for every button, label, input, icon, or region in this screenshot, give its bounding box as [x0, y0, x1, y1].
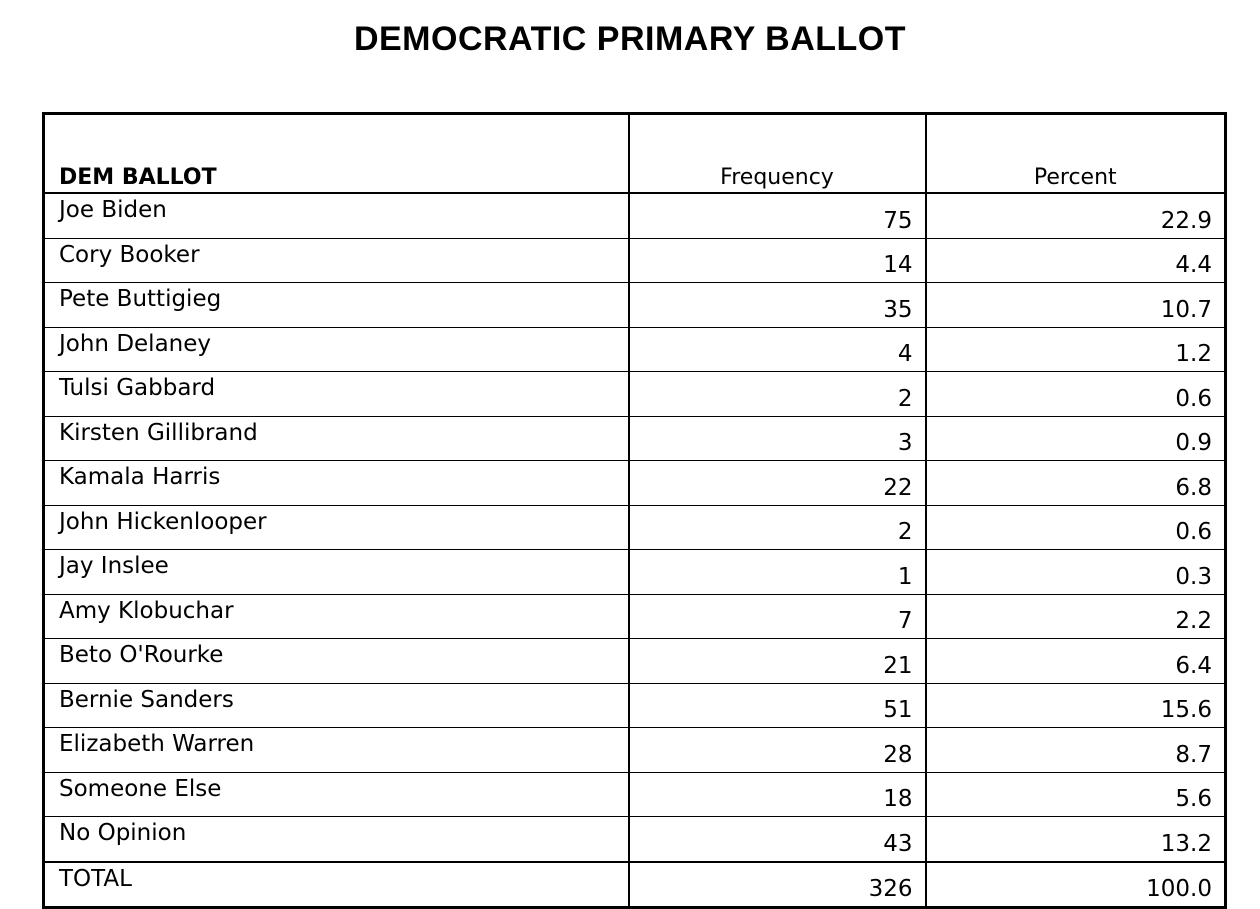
frequency-cell: 75 — [629, 193, 926, 238]
column-header-percent: Percent — [926, 114, 1226, 194]
header-row — [44, 114, 1226, 194]
table-body — [44, 193, 1226, 908]
frequency-cell: 22 — [629, 461, 926, 506]
frequency-cell: 3 — [629, 416, 926, 461]
candidate-name: John Delaney — [44, 327, 629, 372]
frequency-cell: 35 — [629, 283, 926, 328]
table-row — [44, 728, 1226, 773]
ballot-table — [42, 112, 1227, 909]
percent-cell: 5.6 — [926, 772, 1226, 817]
frequency-cell: 1 — [629, 550, 926, 595]
table-row — [44, 416, 1226, 461]
table-row — [44, 817, 1226, 862]
candidate-name: Joe Biden — [44, 193, 629, 238]
percent-cell: 0.6 — [926, 372, 1226, 417]
candidate-name: No Opinion — [44, 817, 629, 862]
page-title: DEMOCRATIC PRIMARY BALLOT — [353, 20, 907, 58]
candidate-name: Elizabeth Warren — [44, 728, 629, 773]
table-row — [44, 505, 1226, 550]
percent-cell: 13.2 — [926, 817, 1226, 862]
candidate-name: Pete Buttigieg — [44, 283, 629, 328]
candidate-name: Kamala Harris — [44, 461, 629, 506]
total-percent: 100.0 — [926, 862, 1226, 908]
table-row — [44, 639, 1226, 684]
candidate-name: John Hickenlooper — [44, 505, 629, 550]
percent-cell: 10.7 — [926, 283, 1226, 328]
table-row — [44, 283, 1226, 328]
frequency-cell: 4 — [629, 327, 926, 372]
percent-cell: 8.7 — [926, 728, 1226, 773]
column-header-dem-ballot: DEM BALLOT — [44, 114, 629, 194]
percent-cell: 0.9 — [926, 416, 1226, 461]
percent-cell: 15.6 — [926, 683, 1226, 728]
frequency-cell: 18 — [629, 772, 926, 817]
table-row — [44, 193, 1226, 238]
candidate-name: Amy Klobuchar — [44, 594, 629, 639]
candidate-name: Tulsi Gabbard — [44, 372, 629, 417]
frequency-cell: 21 — [629, 639, 926, 684]
percent-cell: 0.6 — [926, 505, 1226, 550]
total-frequency: 326 — [629, 862, 926, 908]
candidate-name: Beto O'Rourke — [44, 639, 629, 684]
table-row — [44, 550, 1226, 595]
percent-cell: 0.3 — [926, 550, 1226, 595]
table-row — [44, 372, 1226, 417]
table-row — [44, 772, 1226, 817]
total-row — [44, 862, 1226, 908]
percent-cell: 6.8 — [926, 461, 1226, 506]
percent-cell: 1.2 — [926, 327, 1226, 372]
percent-cell: 4.4 — [926, 238, 1226, 283]
percent-cell: 2.2 — [926, 594, 1226, 639]
candidate-name: Cory Booker — [44, 238, 629, 283]
frequency-cell: 2 — [629, 505, 926, 550]
percent-cell: 6.4 — [926, 639, 1226, 684]
table-row — [44, 327, 1226, 372]
table-row — [44, 594, 1226, 639]
column-header-frequency: Frequency — [629, 114, 926, 194]
frequency-cell: 43 — [629, 817, 926, 862]
table-row — [44, 683, 1226, 728]
frequency-cell: 51 — [629, 683, 926, 728]
candidate-name: Jay Inslee — [44, 550, 629, 595]
candidate-name: Bernie Sanders — [44, 683, 629, 728]
table-row — [44, 461, 1226, 506]
candidate-name: Kirsten Gillibrand — [44, 416, 629, 461]
frequency-cell: 7 — [629, 594, 926, 639]
total-label: TOTAL — [44, 862, 629, 908]
frequency-cell: 14 — [629, 238, 926, 283]
frequency-cell: 28 — [629, 728, 926, 773]
candidate-name: Someone Else — [44, 772, 629, 817]
frequency-cell: 2 — [629, 372, 926, 417]
table-row — [44, 238, 1226, 283]
percent-cell: 22.9 — [926, 193, 1226, 238]
